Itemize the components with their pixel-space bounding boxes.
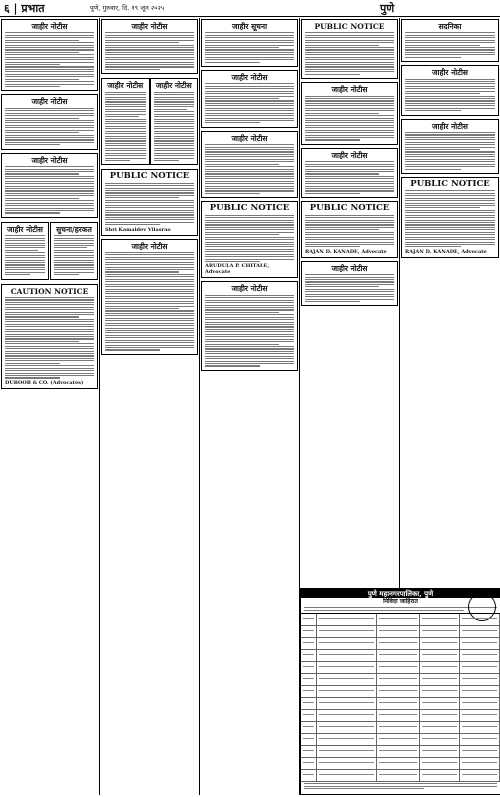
notice-body	[405, 132, 495, 170]
notice-body	[5, 108, 94, 146]
notice-signature: ARUDULA P. CHITALE, Advocate	[205, 263, 270, 276]
notice-title: जाहीर नोटीस	[131, 241, 168, 251]
column-2	[100, 18, 199, 795]
notice-title: PUBLIC NOTICE	[109, 171, 190, 182]
notice-title: जाहीर नोटीस	[431, 121, 468, 131]
public-notice	[201, 201, 298, 278]
notice-title: PUBLIC NOTICE	[410, 178, 490, 189]
notice-title: जाहीर नोटीस	[31, 97, 68, 107]
notice-body	[5, 32, 94, 87]
notice-title: PUBLIC NOTICE	[209, 203, 290, 214]
notice-title: जाहीर नोटीस	[155, 81, 192, 91]
notice-body	[105, 183, 194, 226]
notice-box	[1, 94, 98, 149]
notice-box	[150, 78, 199, 165]
notice-signature: RAJAN D. KANADE, Advocate	[305, 248, 387, 255]
public-notice	[401, 177, 499, 258]
pmc-footer	[301, 783, 500, 789]
notice-title: जाहीर नोटीस	[331, 263, 368, 273]
notice-box	[201, 131, 298, 199]
notice-body	[205, 83, 294, 123]
notice-title: जाहीर नोटीस	[231, 284, 268, 294]
notice-body	[5, 166, 94, 213]
notice-title: जाहीर सूचना	[231, 22, 268, 31]
notice-body	[5, 235, 45, 275]
notice-box	[201, 281, 298, 370]
notice-signature: DUBOOR & CO. (Advocates)	[5, 379, 84, 386]
notice-body	[105, 252, 194, 351]
date-line: पुणे, गुरुवार, दि. १९ जून २०२५	[90, 4, 165, 12]
notice-box	[1, 222, 49, 280]
notice-title: जाहीर नोटीस	[6, 224, 43, 234]
notice-body	[5, 297, 94, 379]
notice-signature: RAJAN D. KANADE, Advocate	[405, 248, 487, 255]
public-notice	[101, 169, 198, 235]
masthead	[0, 0, 500, 17]
notice-title: जाहीर नोटीस	[231, 133, 268, 143]
notice-box	[101, 19, 198, 74]
column-5	[400, 18, 500, 587]
notice-box	[301, 19, 398, 79]
notice-body	[305, 274, 394, 302]
notice-box	[301, 148, 398, 198]
notice-box	[301, 82, 398, 145]
pmc-subheader: निविदा जाहिरात	[383, 598, 418, 605]
notice-title: जाहीर नोटीस	[431, 68, 468, 78]
notice-body	[154, 92, 195, 161]
notice-box	[50, 222, 98, 280]
notice-title: जाहीर नोटीस	[31, 22, 68, 31]
notice-body	[105, 32, 194, 70]
notice-body	[405, 190, 495, 247]
notice-title: जाहीर नोटीस	[231, 73, 268, 83]
column-1	[0, 18, 99, 795]
notice-title: PUBLIC NOTICE	[309, 203, 390, 214]
notice-body	[205, 215, 294, 262]
notice-body	[205, 295, 294, 367]
column-3	[200, 18, 299, 795]
notice-body	[405, 32, 495, 57]
notice-box	[1, 153, 98, 218]
notice-body	[305, 161, 394, 194]
notice-title: जाहीर नोटीस	[107, 81, 144, 91]
pmc-tender-notice	[300, 588, 500, 795]
notice-box	[401, 65, 499, 115]
notice-box	[1, 19, 98, 91]
notice-title: CAUTION NOTICE	[10, 286, 89, 296]
notice-body	[305, 96, 394, 141]
notice-box	[201, 19, 298, 67]
notice-body	[205, 32, 294, 62]
notice-title: जाहीर नोटीस	[31, 155, 68, 165]
notice-title: PUBLIC NOTICE	[314, 22, 385, 31]
notice-title: सुचना/हरकत	[56, 224, 92, 234]
notice-box	[401, 119, 499, 174]
notice-box	[301, 261, 398, 307]
section-title: पुणे	[380, 2, 395, 15]
notice-body	[405, 79, 495, 112]
notice-body	[105, 92, 146, 161]
pmc-header: पुणे महानगरपालिका, पुणे	[301, 589, 500, 598]
notice-box	[201, 70, 298, 128]
notice-box	[401, 19, 499, 62]
notice-title: जाहीर नोटीस	[331, 150, 368, 160]
caution-notice	[1, 284, 98, 389]
notice-box	[101, 239, 198, 355]
notice-signature: Shri Kamaldev Vilasrao	[105, 226, 171, 233]
notice-body	[205, 144, 294, 194]
pmc-tender-table	[301, 613, 500, 782]
notice-title: जाहीर नोटीस	[131, 22, 168, 31]
notice-body	[305, 215, 394, 248]
page-label: ६ | प्रभात	[4, 2, 45, 15]
notice-title: जाहीर नोटीस	[331, 85, 368, 95]
public-notice	[301, 201, 398, 257]
notice-body	[54, 235, 94, 275]
notice-body	[305, 32, 394, 75]
notice-title: सदनिका	[438, 22, 462, 31]
notice-box	[101, 78, 150, 165]
